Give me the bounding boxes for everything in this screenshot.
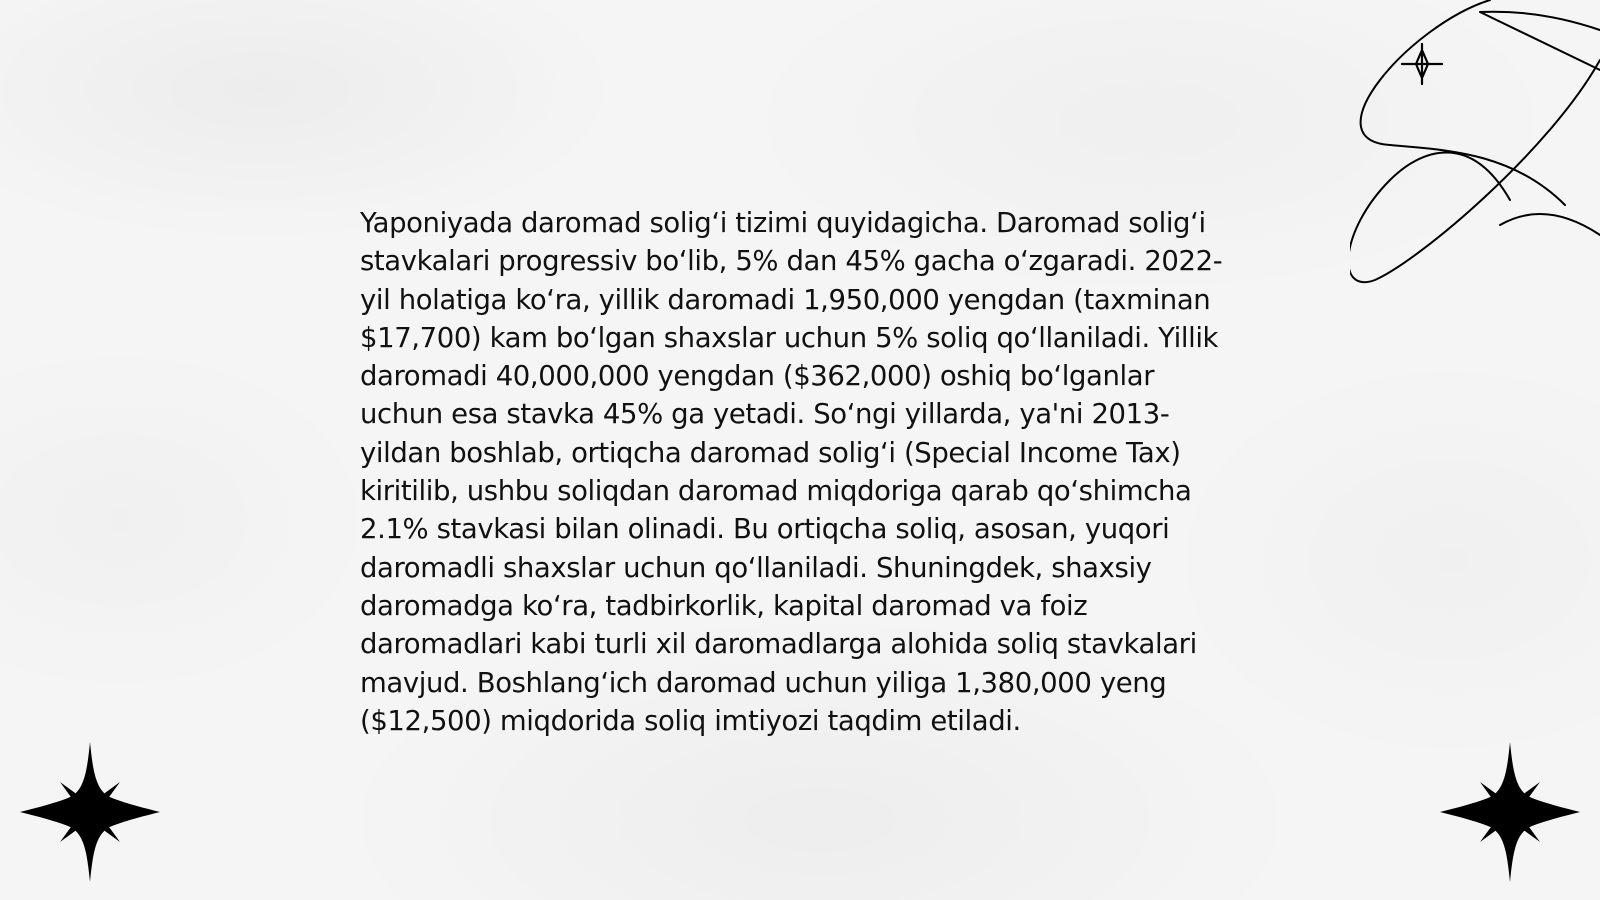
orbit-ring-line	[1350, 60, 1600, 282]
four-point-star-icon	[20, 742, 160, 882]
orbit-arrow-line	[1480, 12, 1600, 70]
star-shape	[1440, 742, 1580, 882]
four-point-star-icon	[1440, 742, 1580, 882]
orbit-sparkle-icon	[1350, 0, 1600, 290]
slide-paragraph: Yaponiyada daromad solig‘i tizimi quyidagicha. Daromad solig‘i stavkalari progressiv bo‘lib, 5% dan 45% gacha o‘zgaradi. 2022-yil holatiga ko‘ra, yillik daromadi 1,950,000 yengdan (taxminan $17,700) kam bo‘lgan shaxslar uchun 5% soliq qo‘llaniladi. Yillik daromadi 40,000,000 yengdan ($362,000) oshiq bo‘lganlar uchun esa stavka 45% ga yetadi. So‘ngi yillarda, ya'ni 2013-yildan boshlab, ortiqcha daromad solig‘i (Special Income Tax) kiritilib, ushbu soliqdan daromad miqdoriga qarab qo‘shimcha 2.1% stavkasi bilan olinadi. Bu ortiqcha soliq, asosan, yuqori daromadli shaxslar uchun qo‘llaniladi. Shuningdek, shaxsiy daromadga ko‘ra, tadbirkorlik, kapital daromad va foiz daromadlari kabi turli xil daromadlarga alohida soliq stavkalari mavjud. Boshlang‘ich daromad uchun yiliga 1,380,000 yeng ($12,500) miqdorida soliq imtiyozi taqdim etiladi.	[360, 207, 1223, 737]
orbit-tail-line	[1500, 214, 1600, 235]
star-shape	[20, 742, 160, 882]
orbit-loop-line	[1361, 0, 1565, 205]
